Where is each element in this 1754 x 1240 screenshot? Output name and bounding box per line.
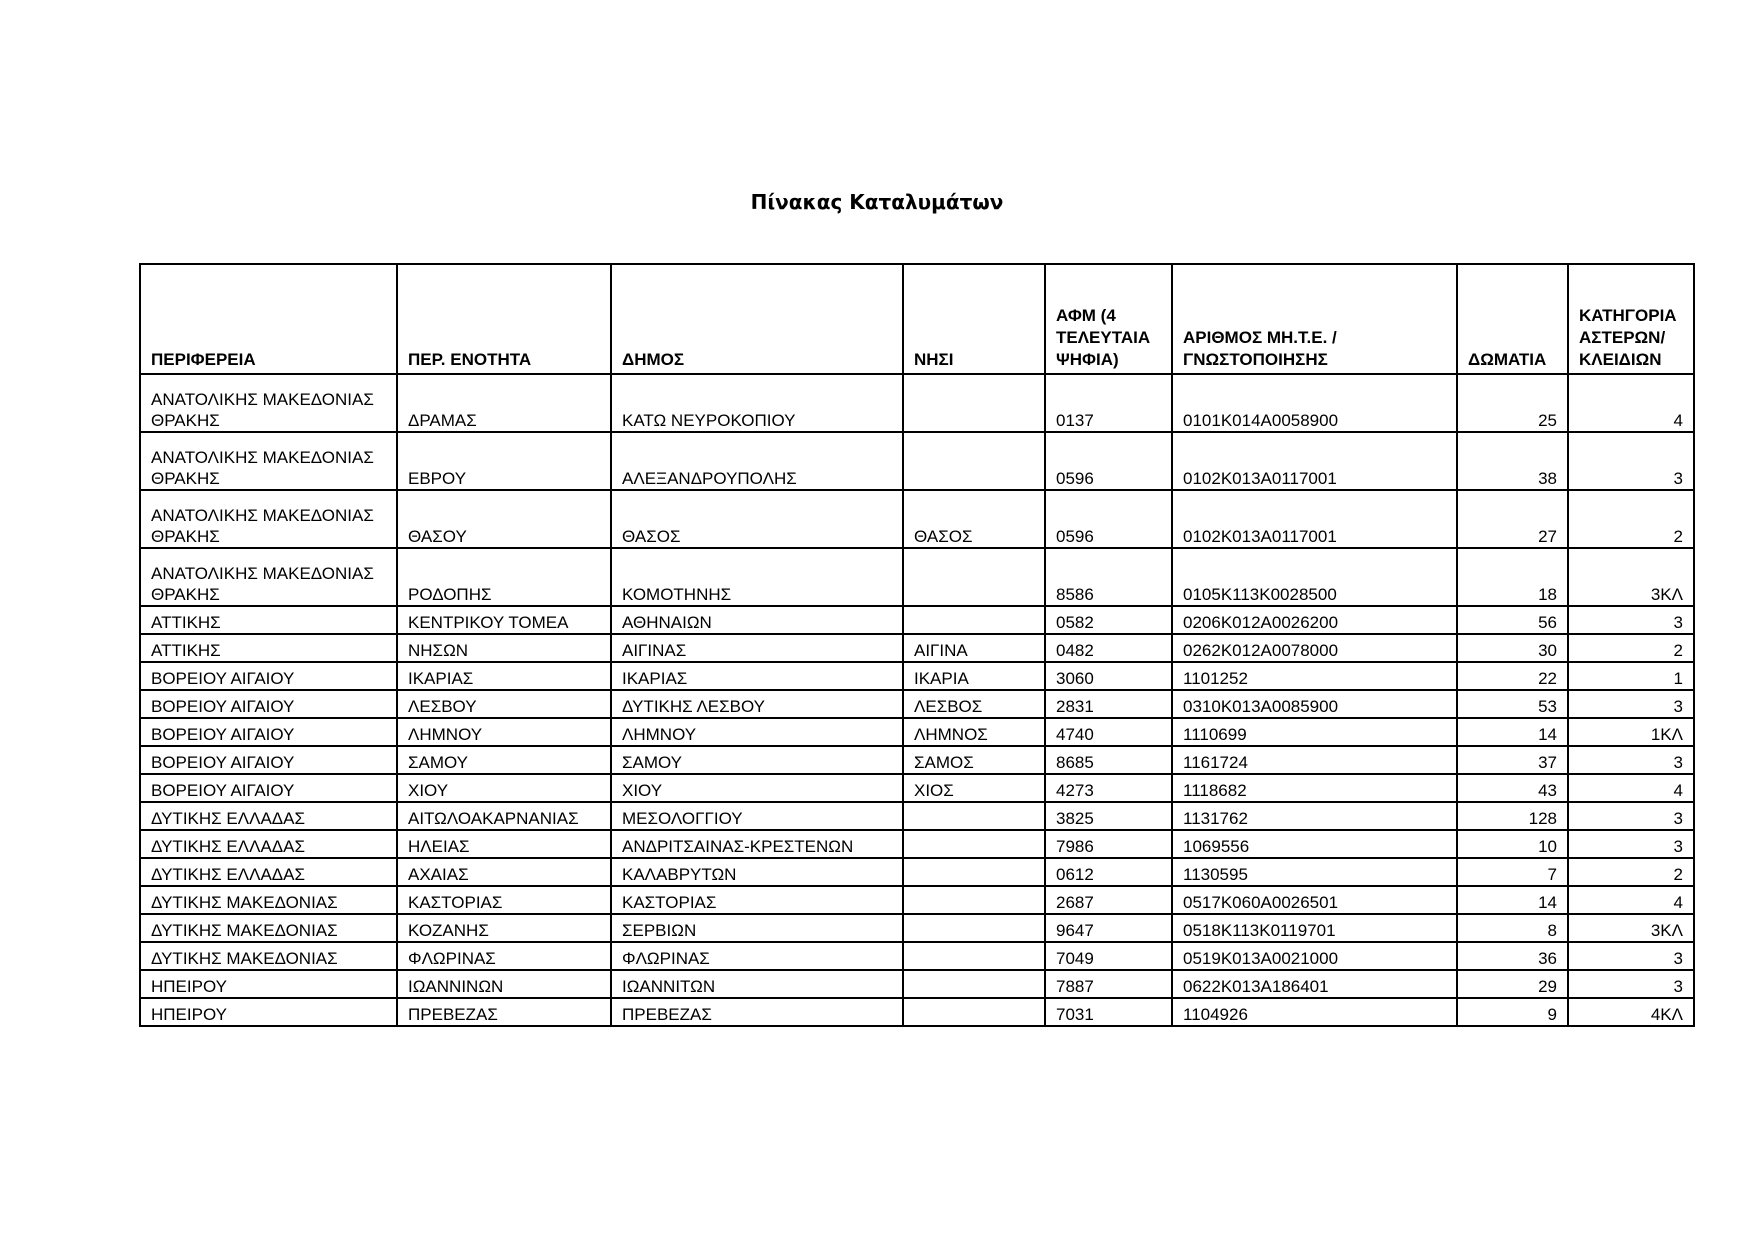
cell-registry-number: 1104926 bbox=[1172, 998, 1457, 1026]
table-row bbox=[140, 998, 1694, 1026]
table-row bbox=[140, 886, 1694, 914]
header-cell-tax-id: ΑΦΜ (4 ΤΕΛΕΥΤΑΙΑ ΨΗΦΙΑ) bbox=[1045, 264, 1172, 374]
cell-tax-id: 0612 bbox=[1045, 858, 1172, 886]
cell-rooms: 37 bbox=[1457, 746, 1568, 774]
cell-category: 3ΚΛ bbox=[1568, 548, 1694, 606]
table-row bbox=[140, 634, 1694, 662]
cell-region: ΒΟΡΕΙΟΥ ΑΙΓΑΙΟΥ bbox=[140, 662, 397, 690]
table-row bbox=[140, 606, 1694, 634]
header-cell-registry-number: ΑΡΙΘΜΟΣ ΜΗ.Τ.Ε. / ΓΝΩΣΤΟΠΟΙΗΣΗΣ bbox=[1172, 264, 1457, 374]
header-cell-regional-unit: ΠΕΡ. ΕΝΟΤΗΤΑ bbox=[397, 264, 611, 374]
cell-region: ΔΥΤΙΚΗΣ ΕΛΛΑΔΑΣ bbox=[140, 802, 397, 830]
cell-regional-unit: ΚΟΖΑΝΗΣ bbox=[397, 914, 611, 942]
cell-regional-unit: ΙΚΑΡΙΑΣ bbox=[397, 662, 611, 690]
cell-category: 2 bbox=[1568, 858, 1694, 886]
cell-rooms: 14 bbox=[1457, 886, 1568, 914]
cell-registry-number: 0102K013A0117001 bbox=[1172, 490, 1457, 548]
cell-rooms: 18 bbox=[1457, 548, 1568, 606]
cell-regional-unit: ΡΟΔΟΠΗΣ bbox=[397, 548, 611, 606]
cell-municipality: ΧΙΟΥ bbox=[611, 774, 903, 802]
cell-region: ΔΥΤΙΚΗΣ ΜΑΚΕΔΟΝΙΑΣ bbox=[140, 886, 397, 914]
cell-island: ΑΙΓΙΝΑ bbox=[903, 634, 1045, 662]
cell-tax-id: 0596 bbox=[1045, 490, 1172, 548]
header-cell-rooms: ΔΩΜΑΤΙΑ bbox=[1457, 264, 1568, 374]
cell-island: ΙΚΑΡΙΑ bbox=[903, 662, 1045, 690]
cell-registry-number: 1118682 bbox=[1172, 774, 1457, 802]
cell-tax-id: 0582 bbox=[1045, 606, 1172, 634]
cell-rooms: 56 bbox=[1457, 606, 1568, 634]
cell-regional-unit: ΣΑΜΟΥ bbox=[397, 746, 611, 774]
cell-tax-id: 3060 bbox=[1045, 662, 1172, 690]
cell-category: 3 bbox=[1568, 802, 1694, 830]
cell-regional-unit: ΧΙΟΥ bbox=[397, 774, 611, 802]
cell-category: 2 bbox=[1568, 634, 1694, 662]
cell-regional-unit: ΚΕΝΤΡΙΚΟΥ ΤΟΜΕΑ bbox=[397, 606, 611, 634]
table-header bbox=[140, 264, 1694, 374]
cell-rooms: 128 bbox=[1457, 802, 1568, 830]
cell-island: ΛΗΜΝΟΣ bbox=[903, 718, 1045, 746]
table-row bbox=[140, 830, 1694, 858]
cell-tax-id: 4740 bbox=[1045, 718, 1172, 746]
cell-regional-unit: ΑΧΑΙΑΣ bbox=[397, 858, 611, 886]
cell-category: 4 bbox=[1568, 774, 1694, 802]
cell-region: ΑΝΑΤΟΛΙΚΗΣ ΜΑΚΕΔΟΝΙΑΣ ΘΡΑΚΗΣ bbox=[140, 548, 397, 606]
cell-municipality: ΚΑΛΑΒΡΥΤΩΝ bbox=[611, 858, 903, 886]
cell-tax-id: 0482 bbox=[1045, 634, 1172, 662]
cell-region: ΒΟΡΕΙΟΥ ΑΙΓΑΙΟΥ bbox=[140, 690, 397, 718]
cell-region: ΔΥΤΙΚΗΣ ΜΑΚΕΔΟΝΙΑΣ bbox=[140, 942, 397, 970]
cell-category: 3 bbox=[1568, 970, 1694, 998]
cell-regional-unit: ΘΑΣΟΥ bbox=[397, 490, 611, 548]
cell-island bbox=[903, 998, 1045, 1026]
cell-municipality: ΠΡΕΒΕΖΑΣ bbox=[611, 998, 903, 1026]
cell-registry-number: 0262K012A0078000 bbox=[1172, 634, 1457, 662]
cell-rooms: 8 bbox=[1457, 914, 1568, 942]
cell-registry-number: 0310K013A0085900 bbox=[1172, 690, 1457, 718]
cell-rooms: 36 bbox=[1457, 942, 1568, 970]
cell-island bbox=[903, 886, 1045, 914]
table-row bbox=[140, 548, 1694, 606]
cell-region: ΗΠΕΙΡΟΥ bbox=[140, 998, 397, 1026]
cell-rooms: 14 bbox=[1457, 718, 1568, 746]
cell-registry-number: 1101252 bbox=[1172, 662, 1457, 690]
cell-tax-id: 2831 bbox=[1045, 690, 1172, 718]
cell-registry-number: 1161724 bbox=[1172, 746, 1457, 774]
header-cell-category: ΚΑΤΗΓΟΡΙΑ ΑΣΤΕΡΩΝ/ ΚΛΕΙΔΙΩΝ bbox=[1568, 264, 1694, 374]
cell-category: 3 bbox=[1568, 942, 1694, 970]
cell-rooms: 22 bbox=[1457, 662, 1568, 690]
cell-registry-number: 0622K013A186401 bbox=[1172, 970, 1457, 998]
cell-island bbox=[903, 606, 1045, 634]
cell-region: ΑΝΑΤΟΛΙΚΗΣ ΜΑΚΕΔΟΝΙΑΣ ΘΡΑΚΗΣ bbox=[140, 490, 397, 548]
cell-regional-unit: ΛΗΜΝΟΥ bbox=[397, 718, 611, 746]
cell-rooms: 38 bbox=[1457, 432, 1568, 490]
cell-rooms: 53 bbox=[1457, 690, 1568, 718]
cell-category: 3 bbox=[1568, 746, 1694, 774]
table-row bbox=[140, 490, 1694, 548]
header-row bbox=[140, 264, 1694, 374]
cell-category: 3 bbox=[1568, 690, 1694, 718]
cell-island: ΧΙΟΣ bbox=[903, 774, 1045, 802]
cell-region: ΑΤΤΙΚΗΣ bbox=[140, 634, 397, 662]
table-row bbox=[140, 942, 1694, 970]
cell-rooms: 29 bbox=[1457, 970, 1568, 998]
table-row bbox=[140, 774, 1694, 802]
cell-rooms: 9 bbox=[1457, 998, 1568, 1026]
cell-rooms: 27 bbox=[1457, 490, 1568, 548]
table-row bbox=[140, 690, 1694, 718]
cell-region: ΗΠΕΙΡΟΥ bbox=[140, 970, 397, 998]
cell-registry-number: 0518K113K0119701 bbox=[1172, 914, 1457, 942]
cell-region: ΑΝΑΤΟΛΙΚΗΣ ΜΑΚΕΔΟΝΙΑΣ ΘΡΑΚΗΣ bbox=[140, 432, 397, 490]
cell-category: 1 bbox=[1568, 662, 1694, 690]
cell-registry-number: 0101K014A0058900 bbox=[1172, 374, 1457, 432]
cell-category: 3 bbox=[1568, 432, 1694, 490]
table-row bbox=[140, 432, 1694, 490]
cell-tax-id: 7887 bbox=[1045, 970, 1172, 998]
cell-municipality: ΚΑΤΩ ΝΕΥΡΟΚΟΠΙΟΥ bbox=[611, 374, 903, 432]
cell-island bbox=[903, 432, 1045, 490]
cell-tax-id: 0137 bbox=[1045, 374, 1172, 432]
cell-tax-id: 3825 bbox=[1045, 802, 1172, 830]
cell-category: 1ΚΛ bbox=[1568, 718, 1694, 746]
cell-island: ΘΑΣΟΣ bbox=[903, 490, 1045, 548]
cell-region: ΒΟΡΕΙΟΥ ΑΙΓΑΙΟΥ bbox=[140, 746, 397, 774]
cell-category: 4ΚΛ bbox=[1568, 998, 1694, 1026]
cell-island bbox=[903, 374, 1045, 432]
cell-municipality: ΚΑΣΤΟΡΙΑΣ bbox=[611, 886, 903, 914]
cell-tax-id: 7986 bbox=[1045, 830, 1172, 858]
table-row bbox=[140, 718, 1694, 746]
cell-category: 3ΚΛ bbox=[1568, 914, 1694, 942]
cell-registry-number: 1069556 bbox=[1172, 830, 1457, 858]
cell-category: 3 bbox=[1568, 606, 1694, 634]
cell-category: 4 bbox=[1568, 886, 1694, 914]
cell-region: ΔΥΤΙΚΗΣ ΕΛΛΑΔΑΣ bbox=[140, 858, 397, 886]
cell-municipality: ΑΛΕΞΑΝΔΡΟΥΠΟΛΗΣ bbox=[611, 432, 903, 490]
cell-tax-id: 7031 bbox=[1045, 998, 1172, 1026]
cell-island bbox=[903, 830, 1045, 858]
cell-region: ΔΥΤΙΚΗΣ ΜΑΚΕΔΟΝΙΑΣ bbox=[140, 914, 397, 942]
table-row bbox=[140, 662, 1694, 690]
cell-region: ΑΤΤΙΚΗΣ bbox=[140, 606, 397, 634]
cell-region: ΒΟΡΕΙΟΥ ΑΙΓΑΙΟΥ bbox=[140, 774, 397, 802]
cell-municipality: ΔΥΤΙΚΗΣ ΛΕΣΒΟΥ bbox=[611, 690, 903, 718]
cell-municipality: ΙΚΑΡΙΑΣ bbox=[611, 662, 903, 690]
cell-registry-number: 0102K013A0117001 bbox=[1172, 432, 1457, 490]
header-cell-island: ΝΗΣΙ bbox=[903, 264, 1045, 374]
cell-municipality: ΚΟΜΟΤΗΝΗΣ bbox=[611, 548, 903, 606]
cell-municipality: ΑΙΓΙΝΑΣ bbox=[611, 634, 903, 662]
cell-category: 2 bbox=[1568, 490, 1694, 548]
accommodations-table bbox=[139, 263, 1695, 1027]
cell-registry-number: 0105K113K0028500 bbox=[1172, 548, 1457, 606]
cell-regional-unit: ΙΩΑΝΝΙΝΩΝ bbox=[397, 970, 611, 998]
cell-tax-id: 8586 bbox=[1045, 548, 1172, 606]
cell-municipality: ΦΛΩΡΙΝΑΣ bbox=[611, 942, 903, 970]
cell-municipality: ΜΕΣΟΛΟΓΓΙΟΥ bbox=[611, 802, 903, 830]
cell-tax-id: 8685 bbox=[1045, 746, 1172, 774]
cell-rooms: 10 bbox=[1457, 830, 1568, 858]
cell-municipality: ΣΕΡΒΙΩΝ bbox=[611, 914, 903, 942]
cell-category: 3 bbox=[1568, 830, 1694, 858]
cell-regional-unit: ΗΛΕΙΑΣ bbox=[397, 830, 611, 858]
cell-regional-unit: ΔΡΑΜΑΣ bbox=[397, 374, 611, 432]
cell-tax-id: 4273 bbox=[1045, 774, 1172, 802]
cell-island bbox=[903, 858, 1045, 886]
cell-registry-number: 0517K060A0026501 bbox=[1172, 886, 1457, 914]
cell-region: ΔΥΤΙΚΗΣ ΕΛΛΑΔΑΣ bbox=[140, 830, 397, 858]
header-cell-municipality: ΔΗΜΟΣ bbox=[611, 264, 903, 374]
table-row bbox=[140, 746, 1694, 774]
cell-tax-id: 2687 bbox=[1045, 886, 1172, 914]
table-row bbox=[140, 914, 1694, 942]
cell-municipality: ΘΑΣΟΣ bbox=[611, 490, 903, 548]
page-title: Πίνακας Καταλυμάτων bbox=[750, 190, 1004, 214]
cell-municipality: ΑΝΔΡΙΤΣΑΙΝΑΣ-ΚΡΕΣΤΕΝΩΝ bbox=[611, 830, 903, 858]
cell-island bbox=[903, 914, 1045, 942]
header-cell-region: ΠΕΡΙΦΕΡΕΙΑ bbox=[140, 264, 397, 374]
cell-municipality: ΙΩΑΝΝΙΤΩΝ bbox=[611, 970, 903, 998]
cell-rooms: 7 bbox=[1457, 858, 1568, 886]
cell-registry-number: 0519K013A0021000 bbox=[1172, 942, 1457, 970]
cell-rooms: 25 bbox=[1457, 374, 1568, 432]
cell-registry-number: 1131762 bbox=[1172, 802, 1457, 830]
cell-tax-id: 9647 bbox=[1045, 914, 1172, 942]
cell-island bbox=[903, 802, 1045, 830]
cell-registry-number: 0206K012A0026200 bbox=[1172, 606, 1457, 634]
table-row bbox=[140, 970, 1694, 998]
cell-rooms: 43 bbox=[1457, 774, 1568, 802]
cell-rooms: 30 bbox=[1457, 634, 1568, 662]
cell-regional-unit: ΚΑΣΤΟΡΙΑΣ bbox=[397, 886, 611, 914]
cell-regional-unit: ΠΡΕΒΕΖΑΣ bbox=[397, 998, 611, 1026]
cell-municipality: ΛΗΜΝΟΥ bbox=[611, 718, 903, 746]
table-row bbox=[140, 802, 1694, 830]
table-row bbox=[140, 374, 1694, 432]
cell-regional-unit: ΦΛΩΡΙΝΑΣ bbox=[397, 942, 611, 970]
cell-island: ΛΕΣΒΟΣ bbox=[903, 690, 1045, 718]
cell-regional-unit: ΑΙΤΩΛΟΑΚΑΡΝΑΝΙΑΣ bbox=[397, 802, 611, 830]
cell-municipality: ΑΘΗΝΑΙΩΝ bbox=[611, 606, 903, 634]
cell-category: 4 bbox=[1568, 374, 1694, 432]
cell-registry-number: 1110699 bbox=[1172, 718, 1457, 746]
table-body bbox=[140, 374, 1694, 1026]
cell-region: ΑΝΑΤΟΛΙΚΗΣ ΜΑΚΕΔΟΝΙΑΣ ΘΡΑΚΗΣ bbox=[140, 374, 397, 432]
cell-municipality: ΣΑΜΟΥ bbox=[611, 746, 903, 774]
cell-tax-id: 0596 bbox=[1045, 432, 1172, 490]
cell-registry-number: 1130595 bbox=[1172, 858, 1457, 886]
cell-regional-unit: ΕΒΡΟΥ bbox=[397, 432, 611, 490]
cell-island bbox=[903, 548, 1045, 606]
cell-island bbox=[903, 970, 1045, 998]
cell-region: ΒΟΡΕΙΟΥ ΑΙΓΑΙΟΥ bbox=[140, 718, 397, 746]
table-row bbox=[140, 858, 1694, 886]
cell-island bbox=[903, 942, 1045, 970]
cell-island: ΣΑΜΟΣ bbox=[903, 746, 1045, 774]
cell-regional-unit: ΝΗΣΩΝ bbox=[397, 634, 611, 662]
cell-tax-id: 7049 bbox=[1045, 942, 1172, 970]
cell-regional-unit: ΛΕΣΒΟΥ bbox=[397, 690, 611, 718]
